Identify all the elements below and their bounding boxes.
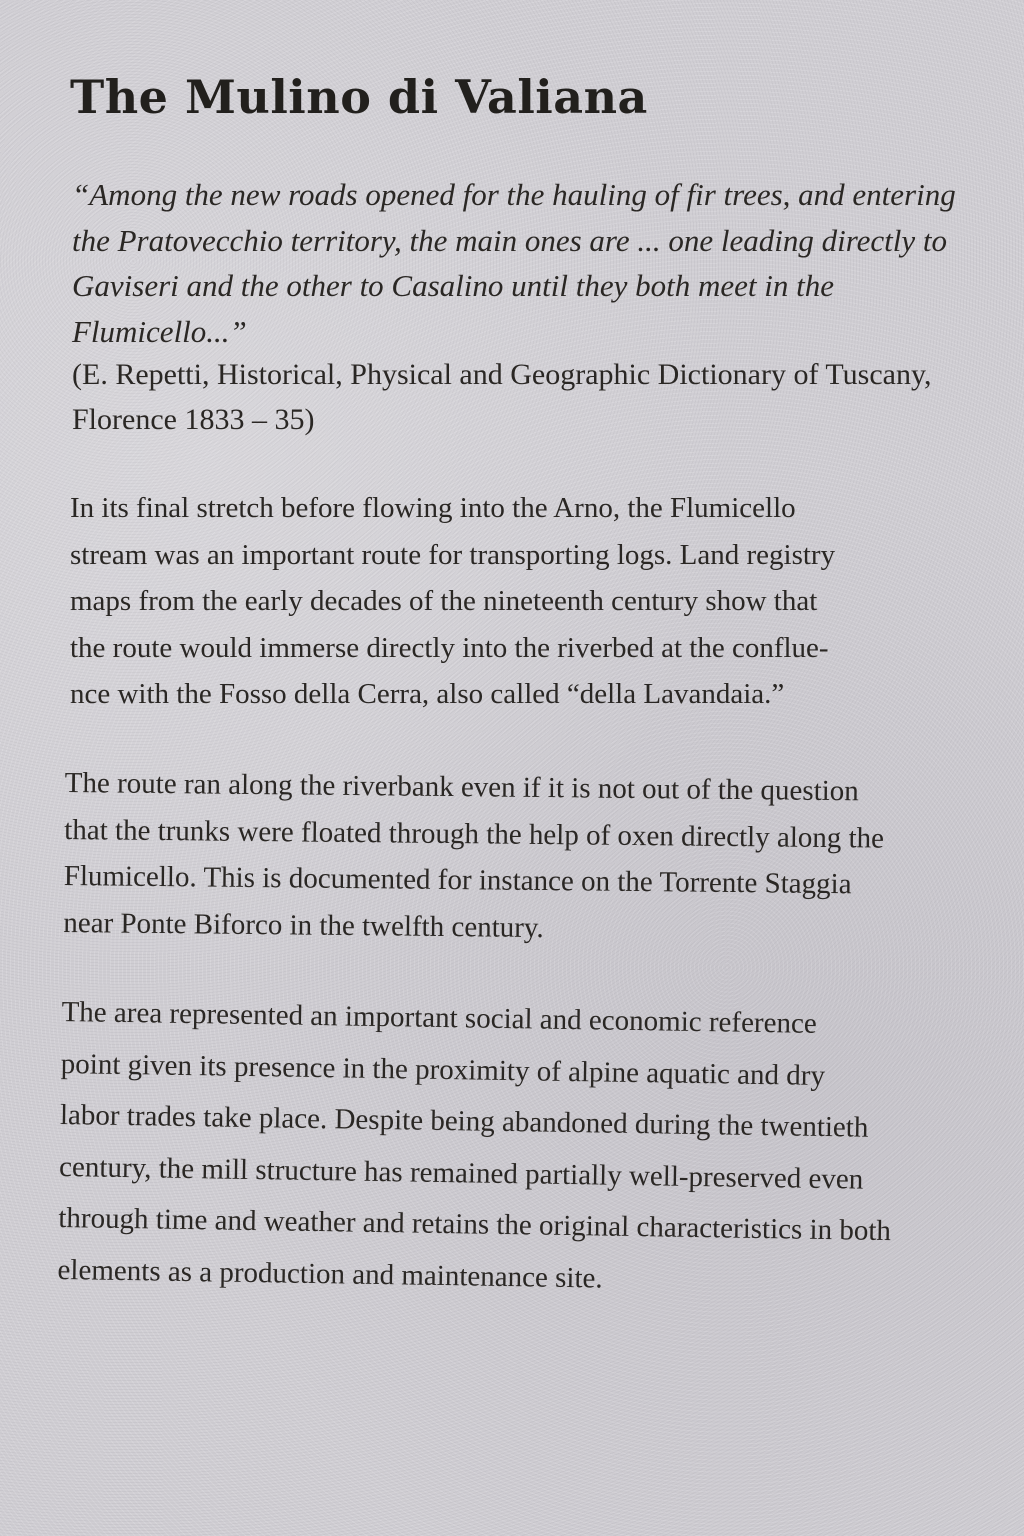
- paragraph-line: that the trunks were floated through the help of oxen directly along the: [64, 813, 885, 855]
- paragraph-line: through time and weather and retains the original characteristics in both: [58, 1201, 892, 1248]
- historical-quote: “Among the new roads opened for the hauling of fir trees, and entering the Pratovecchio territory, the main ones are ... one leading directly to Gaviseri and the other to Casalino until they both meet in the Flumicello...”: [72, 177, 956, 349]
- paragraph-line: labor trades take place. Despite being abandoned during the twentieth: [59, 1098, 869, 1144]
- paragraph-line: point given its presence in the proximity of alpine aquatic and dry: [60, 1047, 826, 1092]
- paragraph-line: nce with the Fosso della Cerra, also called “della Lavandaia.”: [70, 678, 785, 710]
- sign-title: The Mulino di Valiana: [70, 70, 648, 124]
- paragraph-line: century, the mill structure has remained partially well-preserved even: [58, 1150, 864, 1196]
- paragraph-line: stream was an important route for transporting logs. Land registry: [70, 538, 836, 571]
- paragraph-line: In its final stretch before flowing into the Arno, the Flumicello: [70, 492, 796, 524]
- paragraph-riverbank-route: [63, 760, 885, 955]
- paragraph-line: maps from the early decades of the nineteenth century show that: [70, 585, 818, 617]
- paragraph-line: near Ponte Biforco in the twelfth century.: [63, 906, 544, 944]
- paragraph-line: Flumicello. This is documented for instance on the Torrente Staggia: [63, 859, 852, 901]
- paragraph-line: elements as a production and maintenance site.: [57, 1253, 603, 1295]
- paragraph-line: The area represented an important social and economic reference: [61, 995, 817, 1040]
- paragraph-line: the route would immerse directly into the riverbed at the conflue-: [70, 631, 829, 664]
- paragraph-line: The route ran along the riverbank even if it is not out of the question: [64, 766, 859, 808]
- paragraph-social-economic: [57, 987, 894, 1309]
- paragraph-flumicello-route: [70, 485, 835, 718]
- quote-citation: (E. Repetti, Historical, Physical and Geographic Dictionary of Tuscany, Florence 1833 – 35): [72, 358, 932, 436]
